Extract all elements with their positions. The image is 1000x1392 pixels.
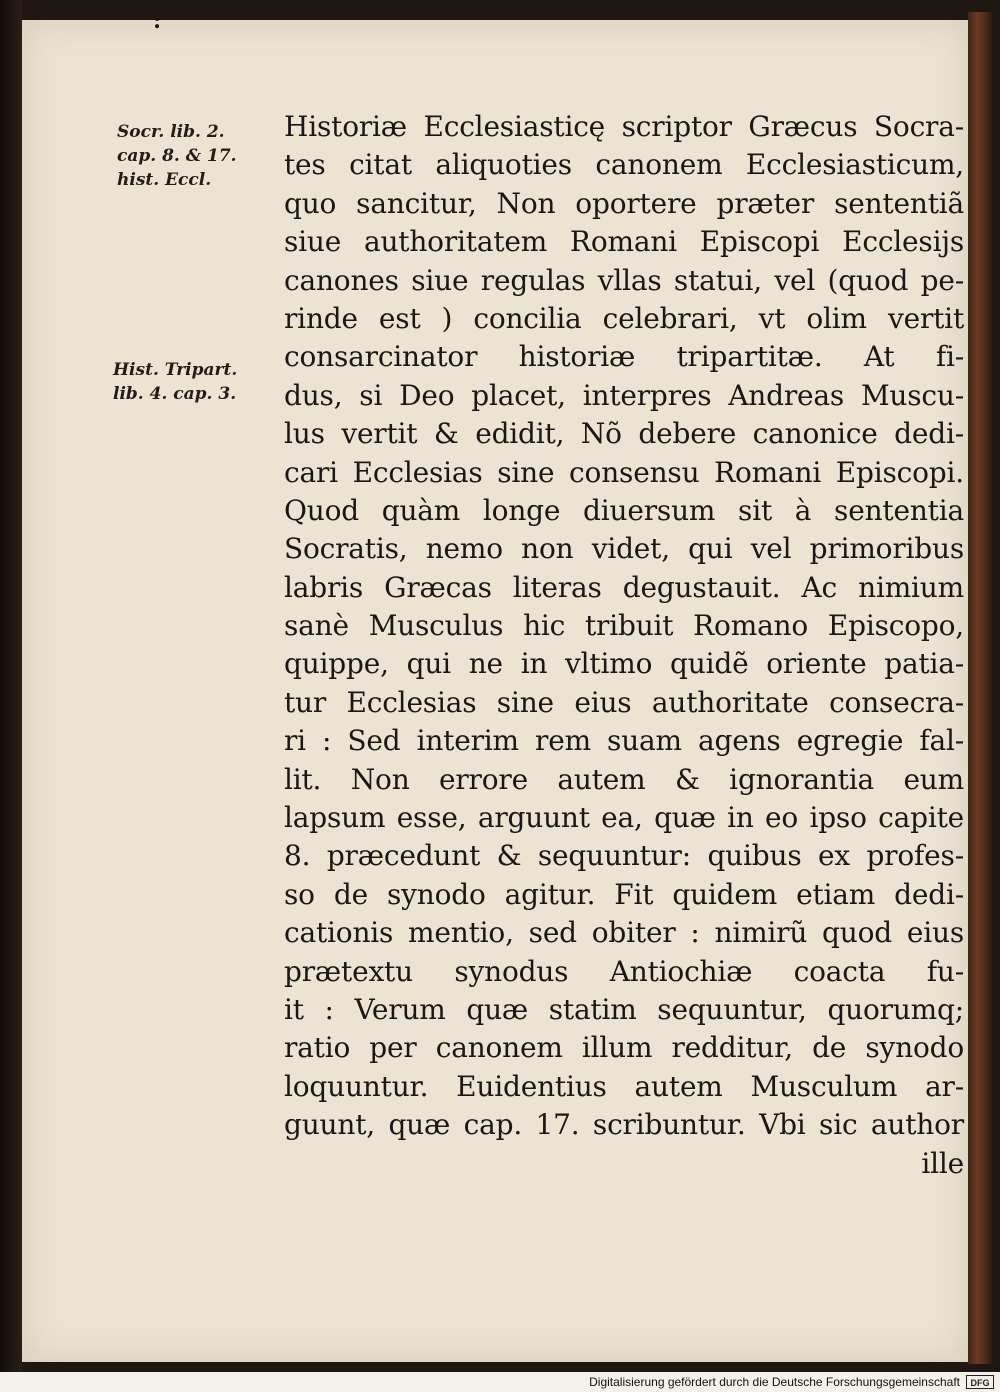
marginal-line: Hist. Tripart. <box>113 360 238 380</box>
text-line: prætextu synodus Antiochiæ coacta fu- <box>284 954 964 988</box>
text-line: loquuntur. Euidentius autem Musculum ar- <box>284 1069 964 1103</box>
footer-bar <box>0 1372 1000 1392</box>
left-book-edge <box>0 0 22 1392</box>
text-line: quo sancitur, Non oportere præter sententiã <box>284 186 964 220</box>
text-line: lus vertit & edidit, Nõ debere canonice dedi- <box>284 417 964 451</box>
text-line: rinde est ) concilia celebrari, vt olim vertit <box>284 301 964 335</box>
text-line: Socratis, nemo non videt, qui vel primoribus <box>284 532 964 566</box>
marginal-line: Socr. lib. 2. <box>117 122 225 142</box>
text-line: Quod quàm longe diuersum sit à sententia <box>284 493 964 527</box>
text-line: lapsum esse, arguunt ea, quæ in eo ipso capite <box>284 801 964 835</box>
body-text <box>284 108 964 1183</box>
text-line: 8. præcedunt & sequuntur: quibus ex profes- <box>284 839 964 873</box>
text-line: siue authoritatem Romani Episcopi Ecclesijs <box>284 225 964 259</box>
text-line: quippe, qui ne in vltimo quidẽ oriente patia- <box>284 647 964 681</box>
text-line: so de synodo agitur. Fit quidem etiam dedi- <box>284 877 964 911</box>
text-line: lit. Non errore autem & ignorantia eum <box>284 762 964 796</box>
text-line: sanè Musculus hic tribuit Romano Episcopo, <box>284 609 964 643</box>
text-line: canones siue regulas vllas statui, vel (quod pe- <box>284 263 964 297</box>
text-line: ri : Sed interim rem suam agens egregie fal- <box>284 724 964 758</box>
marginal-line: lib. 4. cap. 3. <box>113 384 237 404</box>
text-line: tes citat aliquoties canonem Ecclesiasticum, <box>284 148 964 182</box>
dfg-logo: DFG <box>966 1375 994 1389</box>
text-line: guunt, quæ cap. 17. scribuntur. Vbi sic author <box>284 1108 964 1142</box>
text-line: cari Ecclesias sine consensu Romani Episcopi. <box>284 455 964 489</box>
right-book-edge <box>968 12 994 1364</box>
marginal-note-socrates <box>117 120 237 192</box>
page-mark: : <box>153 8 162 34</box>
text-line: dus, si Deo placet, interpres Andreas Muscu- <box>284 378 964 412</box>
text-line: Historiæ Ecclesiasticę scriptor Græcus Socra- <box>284 110 964 143</box>
marginal-line: cap. 8. & 17. <box>117 146 237 166</box>
marginal-note-tripartita <box>113 358 237 406</box>
text-line: consarcinator historiæ tripartitæ. At fi- <box>284 340 964 374</box>
marginal-line: hist. Eccl. <box>117 170 212 190</box>
catchword: ille <box>921 1146 964 1180</box>
text-line: cationis mentio, sed obiter : nimirũ quod eius <box>284 916 964 950</box>
text-line: labris Græcas literas degustauit. Ac nimium <box>284 570 964 604</box>
text-line: it : Verum quæ statim sequuntur, quorumq; <box>284 992 964 1026</box>
text-line: ratio per canonem illum redditur, de synodo <box>284 1031 964 1065</box>
funding-credit: Digitalisierung gefördert durch die Deutsche Forschungsgemeinschaft <box>589 1375 960 1389</box>
text-line: tur Ecclesias sine eius authoritate consecra- <box>284 685 964 719</box>
